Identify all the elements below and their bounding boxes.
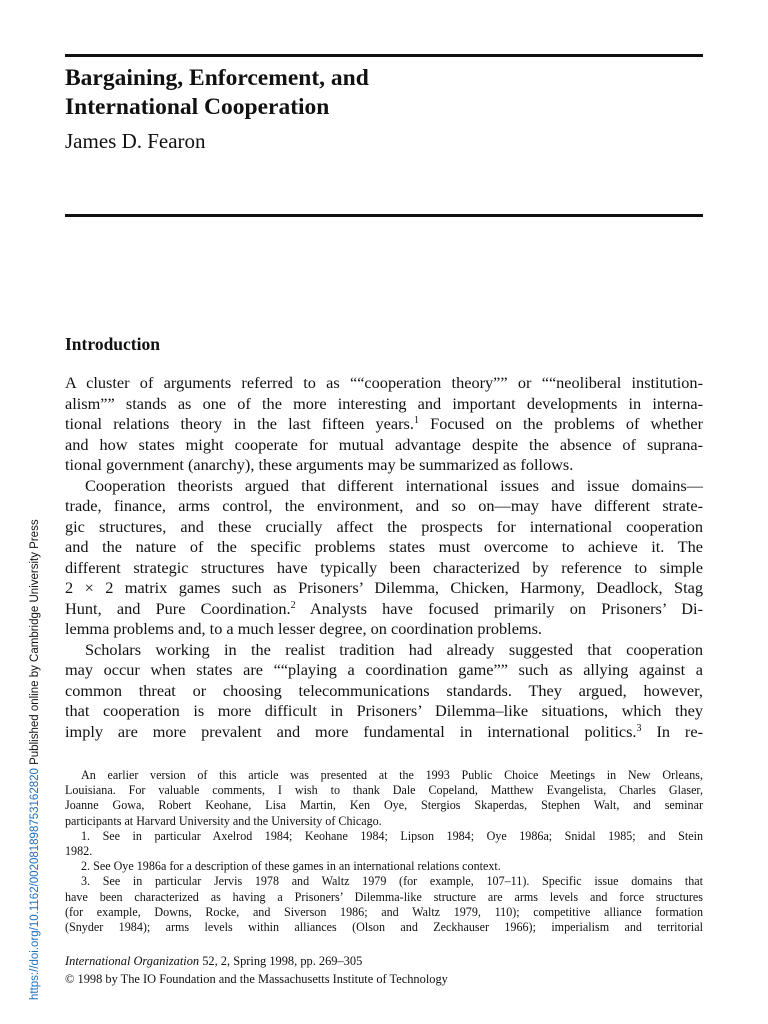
body-line: gic structures, and these crucially affect the prospects for international cooperation <box>65 516 703 536</box>
footnote-line: 2. See Oye 1986a for a description of these games in an international relations context. <box>81 859 501 874</box>
body-line: different strategic structures have typically been characterized by reference to simple <box>65 557 703 577</box>
published-online-text: Published online by Cambridge University Press <box>29 519 41 769</box>
journal-name: International Organization <box>65 954 200 968</box>
footnote-line: 3. See in particular Jervis 1978 and Waltz 1979 (for example, 107–11). Specific issue domains that <box>81 874 703 889</box>
copyright-notice: © 1998 by The IO Foundation and the Massachusetts Institute of Technology <box>65 972 448 986</box>
citation-block <box>65 952 703 988</box>
footnote-line: Joanne Gowa, Robert Keohane, Lisa Martin, Ken Oye, Stergios Skaperdas, Stephen Walt, and seminar <box>65 798 703 813</box>
body-line: tional relations theory in the last fifteen years.$^1$ Focused on the problems of whether <box>65 414 703 433</box>
section-heading: Introduction <box>65 334 160 354</box>
body-line: and the nature of the specific problems states must overcome to achieve it. The <box>65 537 703 556</box>
footnote-line: (for example, Downs, Rocke, and Siverson 1986; and Waltz 1979, 110); competitive alliance formation <box>65 904 703 919</box>
body-line: alism”” stands as one of the more interesting and important developments in interna- <box>65 393 703 413</box>
author-name: James D. Fearon <box>65 129 206 153</box>
body-line: tional government (anarchy), these arguments may be summarized as follows. <box>65 455 574 474</box>
footnote-line: participants at Harvard University and the University of Chicago. <box>65 813 382 828</box>
body-line: may occur when states are ““playing a coordination game”” such as allying against a <box>65 660 703 679</box>
body-line: Hunt, and Pure Coordination.$^2$ Analysts have focused primarily on Prisoners’ Di- <box>65 598 703 618</box>
body-line: and how states might cooperate for mutual advantage despite the absence of suprana- <box>65 434 703 454</box>
article-title-line-2: International Cooperation <box>65 94 330 120</box>
body-line: that cooperation is more difficult in Prisoners’ Dilemma–like situations, which they <box>65 701 703 720</box>
top-rule <box>65 54 703 57</box>
body-line: 2 × 2 matrix games such as Prisoners’ Dilemma, Chicken, Harmony, Deadlock, Stag <box>65 578 703 597</box>
article-title-line-1: Bargaining, Enforcement, and <box>65 65 369 91</box>
sidebar-publication-note <box>29 519 41 1000</box>
footnote-line: have been characterized as having a Prisoners’ Dilemma-like structure are arms levels and force structures <box>65 889 703 904</box>
journal-details: 52, 2, Spring 1998, pp. 269–305 <box>199 954 363 968</box>
footnote-line: 1982. <box>65 843 93 858</box>
footnote-line: (Snyder 1984); arms levels within alliances (Olson and Zeckhauser 1966); imperialism and territorial <box>65 919 703 934</box>
doi-link[interactable]: https://doi.org/10.1162/002081898753162820 <box>29 768 41 1000</box>
footnote-ref-3[interactable]: 3 <box>636 722 642 734</box>
body-line: trade, finance, arms control, the environment, and so on—may have different strate- <box>65 496 703 515</box>
body-line: lemma problems and, to a much lesser degree, on coordination problems. <box>65 619 542 638</box>
body-line: common threat or choosing telecommunications standards. They argued, however, <box>65 680 703 700</box>
footnote-ref-2[interactable]: 2 <box>290 599 296 611</box>
body-text <box>65 373 703 742</box>
journal-citation <box>65 952 703 970</box>
body-line: imply are more prevalent and more fundamental in international politics.$^3$ In re- <box>65 721 703 741</box>
body-line: A cluster of arguments referred to as ““cooperation theory”” or ““neoliberal institution- <box>65 373 703 392</box>
article-title <box>65 64 703 122</box>
footnotes <box>65 768 703 935</box>
footnote-line: 1. See in particular Axelrod 1984; Keohane 1984; Lipson 1984; Oye 1986a; Snidal 1985; and Stein <box>81 828 703 843</box>
body-line: Scholars working in the realist tradition had already suggested that cooperation <box>85 639 703 659</box>
footnote-line: Louisiana. For valuable comments, I wish to thank Dale Copeland, Matthew Evangelista, Charles Glaser, <box>65 783 703 798</box>
bottom-rule <box>65 214 703 217</box>
footnote-ref-1[interactable]: 1 <box>413 415 419 426</box>
body-line: Cooperation theorists argued that different international issues and issue domains— <box>85 475 703 495</box>
footnote-line: An earlier version of this article was presented at the 1993 Public Choice Meetings in New Orleans, <box>81 768 703 782</box>
